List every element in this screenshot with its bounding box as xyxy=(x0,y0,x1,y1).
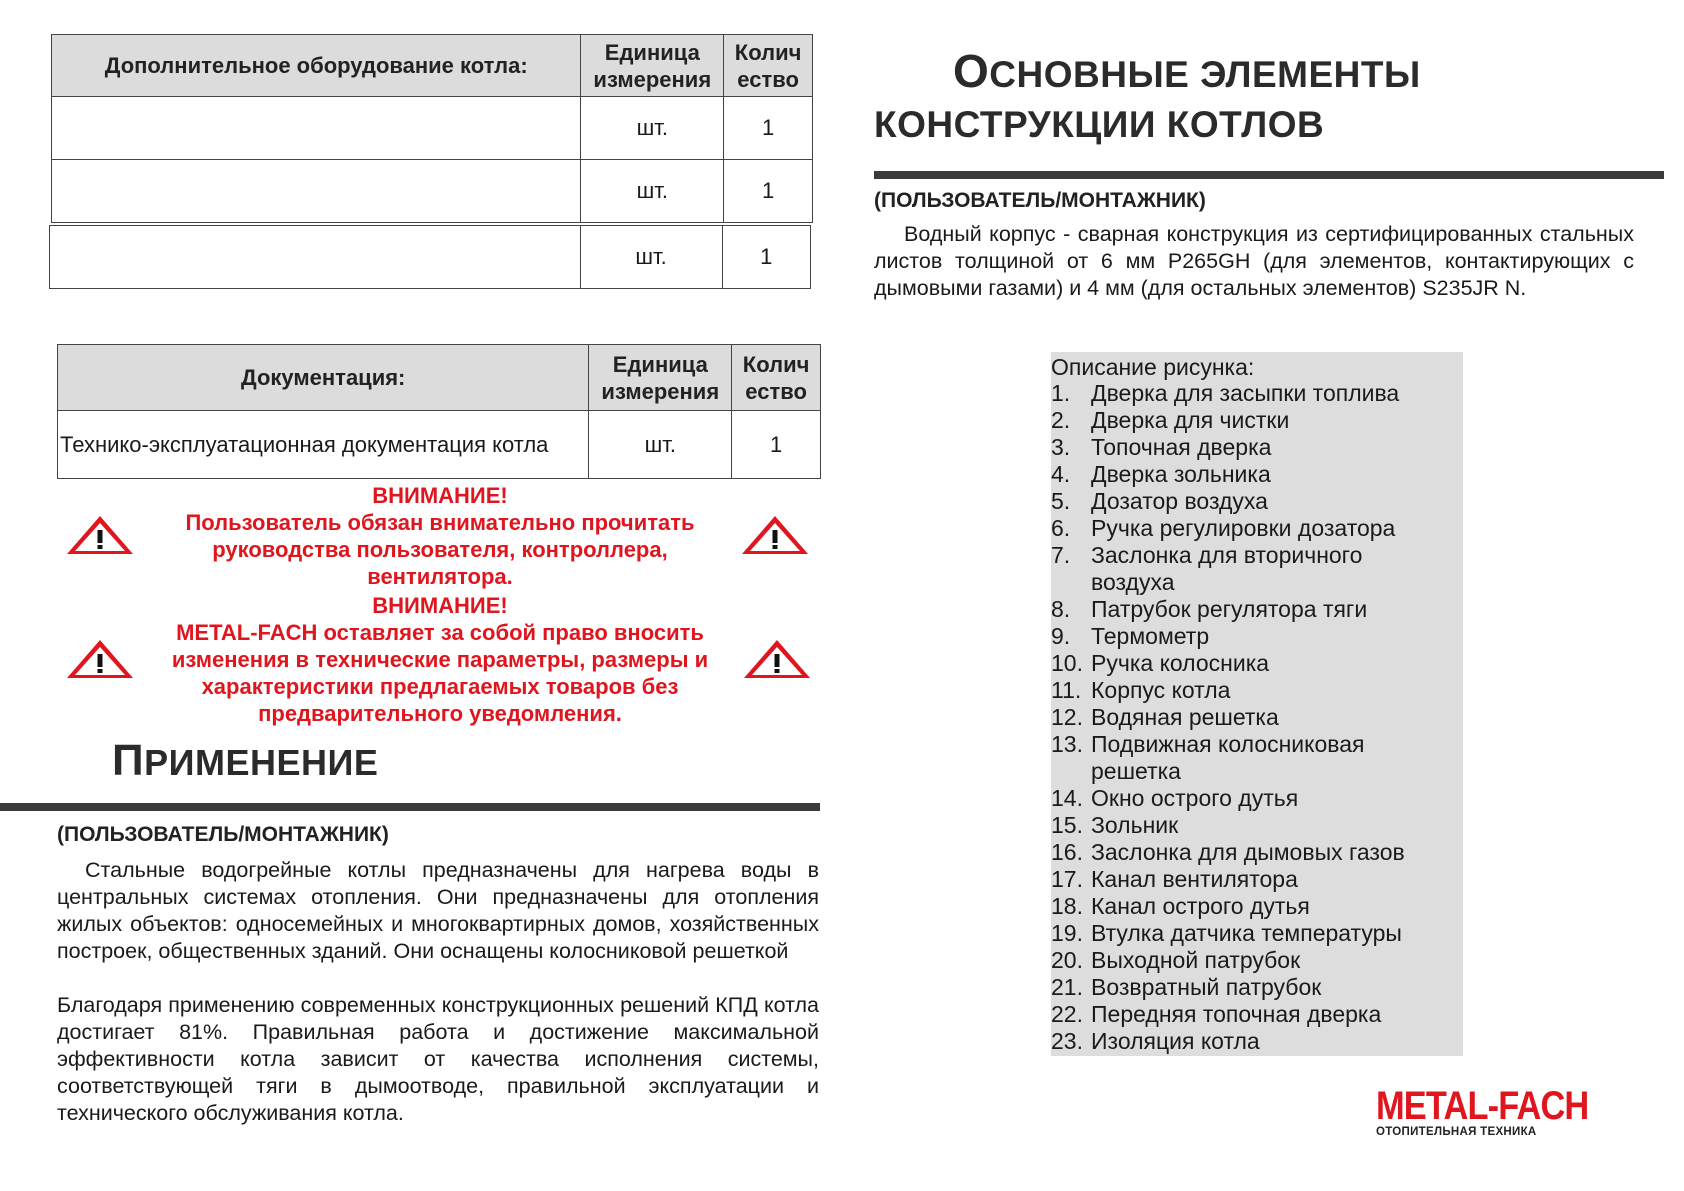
quantity-cell: 1 xyxy=(722,226,810,289)
warning-title: ВНИМАНИЕ! xyxy=(372,483,508,508)
table-row xyxy=(52,97,813,160)
construction-paragraph: Водный корпус - сварная конструкция из сертифицированных стальных листов толщиной от 6 мм P265GH (для элементов, контактирующих с дымовыми газами) и 4 мм (для остальных элементов) S235JR N. xyxy=(874,222,1634,300)
warning-triangle-icon xyxy=(740,514,810,556)
section-divider xyxy=(874,171,1664,179)
section-divider xyxy=(0,803,820,811)
list-item: 21. Возвратный патрубок xyxy=(1051,974,1322,1000)
title-rest: РИМЕНЕНИЕ xyxy=(144,742,379,783)
list-item: 12. Водяная решетка xyxy=(1051,704,1279,730)
title-capital: П xyxy=(112,736,145,785)
list-item: 20. Выходной патрубок xyxy=(1051,947,1301,973)
equipment-table-extra xyxy=(49,225,811,289)
application-paragraph-2: Благодаря применению современных конструкционных решений КПД котла достигает 81%. Правильная работа и достижение максимальной эффективности котла зависит от качества исполнения системы, соответствующей тяги в дымоотводе, правильной эксплуатации и технического обслуживания котла. xyxy=(57,993,819,1125)
warning-triangle-icon xyxy=(65,638,135,680)
unit-cell: шт. xyxy=(581,160,724,223)
list-item: 6. Ручка регулировки дозатора xyxy=(1051,515,1396,541)
list-item: 17. Канал вентилятора xyxy=(1051,866,1298,892)
list-item: 22. Передняя топочная дверка xyxy=(1051,1001,1382,1027)
construction-title-line2: КОНСТРУКЦИИ КОТЛОВ xyxy=(874,104,1325,145)
table-header-row xyxy=(58,345,821,411)
table-header-row xyxy=(52,35,813,97)
documentation-header-name: Документация: xyxy=(58,345,589,411)
documentation-table xyxy=(57,344,821,479)
list-item: 2. Дверка для чистки xyxy=(1051,407,1290,433)
equipment-header-name: Дополнительное оборудование котла: xyxy=(52,35,581,97)
metal-fach-logo xyxy=(1376,1084,1589,1138)
list-item: 14. Окно острого дутья xyxy=(1051,785,1299,811)
table-row xyxy=(52,160,813,223)
table-row xyxy=(50,226,811,289)
title-capital: О xyxy=(953,45,990,97)
list-item: 16. Заслонка для дымовых газов xyxy=(1051,839,1405,865)
legend-title: Описание рисунка: xyxy=(1051,354,1255,380)
quantity-header: Колич ество xyxy=(724,35,813,97)
list-item: 1. Дверка для засыпки топлива xyxy=(1051,380,1400,406)
quantity-header: Колич ество xyxy=(732,345,821,411)
unit-header: Единица измерения xyxy=(589,345,732,411)
logo-brand: METAL-FACH xyxy=(1376,1084,1589,1128)
item-name-cell: Технико-эксплуатационная документация котла xyxy=(58,411,589,479)
application-subtitle: (ПОЛЬЗОВАТЕЛЬ/МОНТАЖНИК) xyxy=(57,823,389,846)
unit-cell: шт. xyxy=(581,97,724,160)
list-item: 8. Патрубок регулятора тяги xyxy=(1051,596,1368,622)
equipment-table xyxy=(51,34,813,223)
application-title xyxy=(112,736,378,786)
item-name-cell xyxy=(50,226,581,289)
warning-text: Пользователь обязан внимательно прочитать руководства пользователя, контроллера, вентилятора. xyxy=(185,510,695,589)
warning-triangle-icon xyxy=(742,638,812,680)
list-item: 23. Изоляция котла xyxy=(1051,1028,1260,1054)
list-item: 7. Заслонка для вторичного воздуха xyxy=(1051,542,1363,595)
list-item: 13. Подвижная колосниковая решетка xyxy=(1051,731,1365,784)
unit-cell: шт. xyxy=(580,226,722,289)
list-item: 11. Корпус котла xyxy=(1051,677,1231,703)
warning-triangle-icon xyxy=(65,514,135,556)
list-item: 10. Ручка колосника xyxy=(1051,650,1270,676)
legend-list xyxy=(1051,380,1451,1055)
warning-text: METAL-FACH оставляет за собой право вносить изменения в технические параметры, размеры и характеристики предлагаемых товаров без предварительного уведомления. xyxy=(171,620,709,726)
list-item: 19. Втулка датчика температуры xyxy=(1051,920,1402,946)
construction-title xyxy=(953,44,1421,98)
unit-cell: шт. xyxy=(589,411,732,479)
list-item: 9. Термометр xyxy=(1051,623,1210,649)
item-name-cell xyxy=(52,97,581,160)
title-rest: СНОВНЫЕ ЭЛЕМЕНТЫ xyxy=(989,54,1421,95)
quantity-cell: 1 xyxy=(724,160,813,223)
list-item: 3. Топочная дверка xyxy=(1051,434,1272,460)
list-item: 5. Дозатор воздуха xyxy=(1051,488,1268,514)
quantity-cell: 1 xyxy=(732,411,821,479)
item-name-cell xyxy=(52,160,581,223)
list-item: 4. Дверка зольника xyxy=(1051,461,1271,487)
table-row xyxy=(58,411,821,479)
construction-subtitle: (ПОЛЬЗОВАТЕЛЬ/МОНТАЖНИК) xyxy=(874,189,1206,212)
unit-header: Единица измерения xyxy=(581,35,724,97)
logo-tagline: ОТОПИТЕЛЬНАЯ ТЕХНИКА xyxy=(1376,1126,1537,1138)
application-paragraph-1: Стальные водогрейные котлы предназначены для нагрева воды в центральных системах отопления. Они предназначены для отопления жилых объектов: односемейных и многоквартирных домов, хозяйственных построек, общественных зданий. Они оснащены колосниковой решеткой xyxy=(57,858,819,963)
list-item: 15. Зольник xyxy=(1051,812,1179,838)
quantity-cell: 1 xyxy=(724,97,813,160)
list-item: 18. Канал острого дутья xyxy=(1051,893,1310,919)
warning-title: ВНИМАНИЕ! xyxy=(372,593,508,618)
